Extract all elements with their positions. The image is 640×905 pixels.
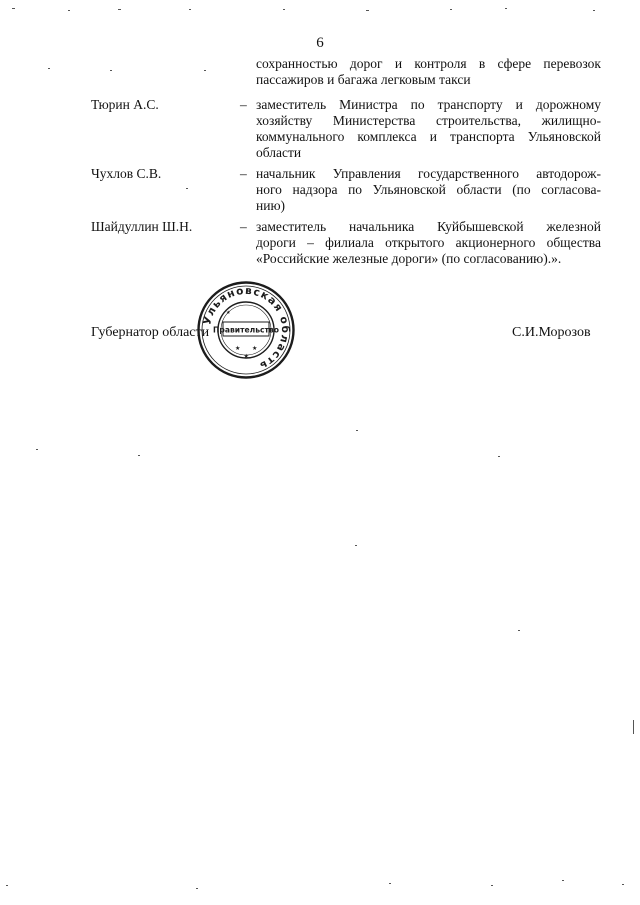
scan-speck [204, 70, 206, 71]
scan-speck [36, 449, 38, 450]
scan-speck [196, 888, 198, 889]
member-name: Шайдуллин Ш.Н. [91, 219, 193, 234]
scan-speck [355, 545, 357, 546]
seal-star-icon: ★ [235, 345, 241, 352]
scan-speck [633, 720, 634, 734]
scan-speck [356, 430, 358, 431]
text-line: сохранностью дорог и контроля в сфере перевозок [256, 56, 601, 71]
text-line: нию) [256, 198, 286, 213]
text-line: области [256, 145, 302, 160]
text-line: начальник Управления государственного автодорож- [256, 166, 601, 181]
scan-speck [491, 885, 493, 886]
scan-speck [6, 885, 8, 886]
seal-star-icon: ★ [243, 353, 249, 360]
text-line: заместитель начальника Куйбышевской железной [256, 219, 601, 234]
scan-speck [138, 455, 140, 456]
member-position [256, 97, 601, 161]
scan-speck [186, 188, 188, 189]
member-name: Тюрин А.С. [91, 97, 159, 112]
scan-speck [68, 10, 70, 11]
text-line: «Российские железные дороги» (по согласованию).». [256, 251, 562, 266]
scan-speck [12, 8, 15, 9]
seal-ring-text: Ульяновская область [201, 284, 292, 373]
text-line: коммунального комплекса и транспорта Ульяновской [256, 129, 601, 144]
text-line: ного надзора по Ульяновской области (по согласова- [256, 182, 601, 197]
official-seal-icon [196, 280, 296, 380]
scan-speck [118, 9, 121, 10]
scan-speck [518, 630, 520, 631]
scan-speck [562, 880, 564, 881]
scan-speck [283, 9, 285, 10]
entry-dash: – [240, 219, 247, 234]
scan-speck [48, 68, 50, 69]
scan-speck [505, 8, 507, 9]
scan-speck [189, 9, 191, 10]
entry-dash: – [240, 97, 247, 112]
member-position [256, 219, 601, 267]
seal-center-text: Правительство [213, 325, 279, 335]
text-line: дороги – филиала открытого акционерного общества [256, 235, 601, 250]
page-number: 6 [316, 35, 324, 51]
member-name: Чухлов С.В. [91, 166, 162, 181]
scan-speck [366, 10, 369, 11]
signature-title: Губернатор области [91, 325, 210, 340]
scan-speck [389, 883, 391, 884]
entry-dash: – [240, 166, 247, 181]
signature-name: С.И.Морозов [512, 325, 591, 340]
text-line: заместитель Министра по транспорту и дорожному [256, 97, 601, 112]
scan-speck [110, 70, 112, 71]
seal-star-icon: ★ [252, 345, 258, 352]
scan-speck [593, 10, 595, 11]
scan-speck [622, 884, 624, 885]
text-line: хозяйству Министерства строительства, жилищно- [256, 113, 601, 128]
scan-speck [498, 456, 500, 457]
seal-star-icon: ★ [226, 310, 231, 316]
text-line: пассажиров и багажа легковым такси [256, 72, 471, 87]
member-position [256, 166, 601, 214]
continued-paragraph [256, 56, 601, 88]
scan-speck [450, 9, 452, 10]
